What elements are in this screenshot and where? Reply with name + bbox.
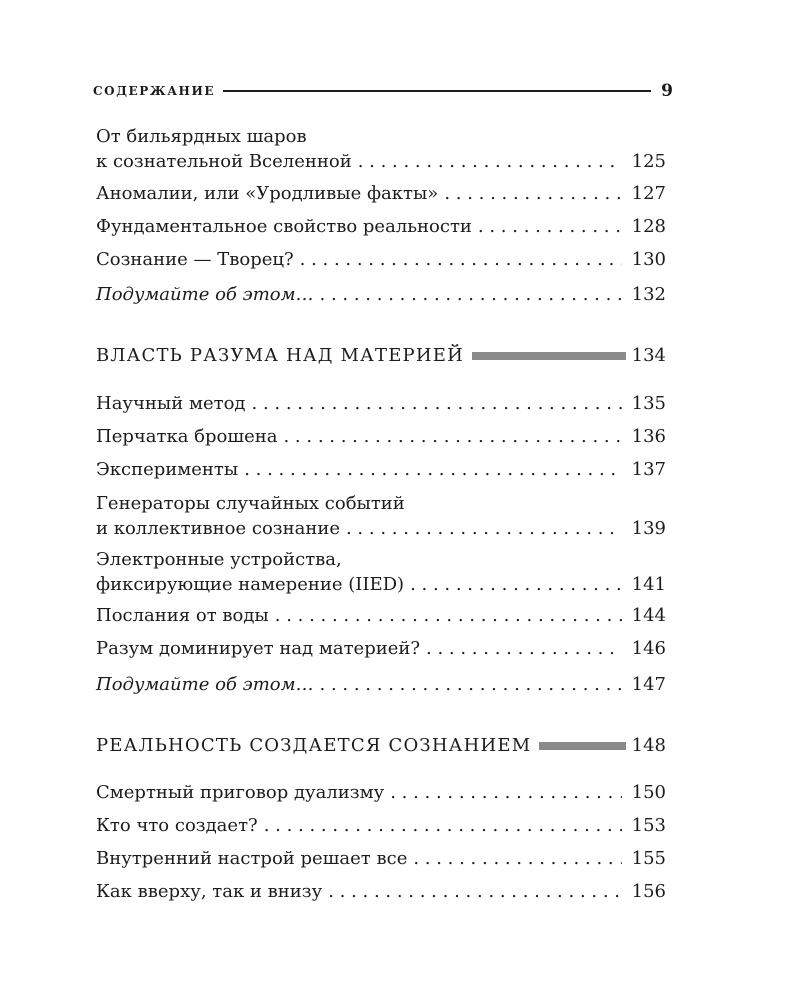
toc-page-number: 147 [631,674,666,695]
running-head-rule [223,90,651,92]
toc-entry [96,247,666,272]
toc-entry-text: Фундаментальное свойство реальности [96,216,472,237]
dot-leader [264,813,622,838]
toc-entry-text: и коллективное сознание [96,518,340,539]
section-bar [472,352,626,360]
toc-entry-text: Электронные устройства, [96,549,342,570]
section-title: РЕАЛЬНОСТЬ СОЗДАЕТСЯ СОЗНАНИЕМ [96,735,532,756]
toc-entry [96,780,666,805]
toc-entry [96,879,666,904]
toc-page-number: 137 [631,459,666,480]
toc-entry-text: Аномалии, или «Уродливые факты» [96,183,439,204]
toc-page-number: 141 [631,574,666,595]
toc-entry-text: Генераторы случайных событий [96,493,405,514]
dot-leader [346,516,622,541]
dot-leader [413,846,622,871]
toc-entry-text: фиксирующие намерение (IIED) [96,574,405,595]
toc-entry [96,424,666,449]
dot-leader [410,572,622,597]
toc-entry-text: Сознание — Творец? [96,249,294,270]
dot-leader [444,181,622,206]
toc-entry [96,214,666,239]
toc-entry [96,547,666,597]
toc-page-number: 153 [631,815,666,836]
toc-page-number: 156 [631,881,666,902]
dot-leader [320,672,622,697]
dot-leader [252,391,623,416]
section-page-number: 134 [631,345,666,366]
toc-entry [96,603,666,628]
toc-entry [96,846,666,871]
dot-leader [390,780,622,805]
section-heading [96,735,666,756]
toc-entry [96,491,666,541]
section-bar [539,742,625,750]
toc-entry-text: к сознательной Вселенной [96,151,352,172]
toc-entry-text: Смертный приговор дуализму [96,782,385,803]
section-page-number: 148 [631,735,666,756]
toc-entry-text: Как вверху, так и внизу [96,881,323,902]
toc-entry [96,672,666,697]
toc-page-number: 150 [631,782,666,803]
dot-leader [320,282,622,307]
toc-entry-text: Подумайте об этом… [96,674,314,695]
toc-entry-text: Разум доминирует над материей? [96,638,421,659]
toc-entry [96,282,666,307]
toc-entry-text: Эксперименты [96,459,239,480]
toc-entry [96,181,666,206]
section-heading [96,345,666,366]
toc-entry [96,391,666,416]
toc-entry-text: Подумайте об этом… [96,284,314,305]
toc-page-number: 146 [631,638,666,659]
running-head [93,80,673,102]
page-number: 9 [661,81,673,101]
toc-entry [96,636,666,661]
dot-leader [328,879,622,904]
dot-leader [300,247,622,272]
toc-entry-text: Внутренний настрой решает все [96,848,408,869]
dot-leader [478,214,622,239]
toc-entry [96,457,666,482]
toc-page-number: 128 [631,216,666,237]
toc-page-number: 155 [631,848,666,869]
toc-entry-text: Перчатка брошена [96,426,278,447]
dot-leader [426,636,622,661]
toc-entry-text: Научный метод [96,393,246,414]
toc-entry-text: Послания от воды [96,605,269,626]
toc-page-number: 136 [631,426,666,447]
section-title: ВЛАСТЬ РАЗУМА НАД МАТЕРИЕЙ [96,345,464,366]
toc-page-number: 127 [631,183,666,204]
toc-page-number: 139 [631,518,666,539]
toc-entry-text: От бильярдных шаров [96,126,307,147]
dot-leader [275,603,622,628]
toc-entry [96,813,666,838]
toc-page-number: 132 [631,284,666,305]
dot-leader [358,149,622,174]
toc-entry-text: Кто что создает? [96,815,258,836]
running-head-title: СОДЕРЖАНИЕ [93,84,216,98]
dot-leader [283,424,622,449]
toc-page-number: 130 [631,249,666,270]
toc-entry [96,124,666,174]
toc-page-number: 144 [631,605,666,626]
toc-page-number: 125 [631,151,666,172]
toc-page-number: 135 [631,393,666,414]
dot-leader [244,457,622,482]
